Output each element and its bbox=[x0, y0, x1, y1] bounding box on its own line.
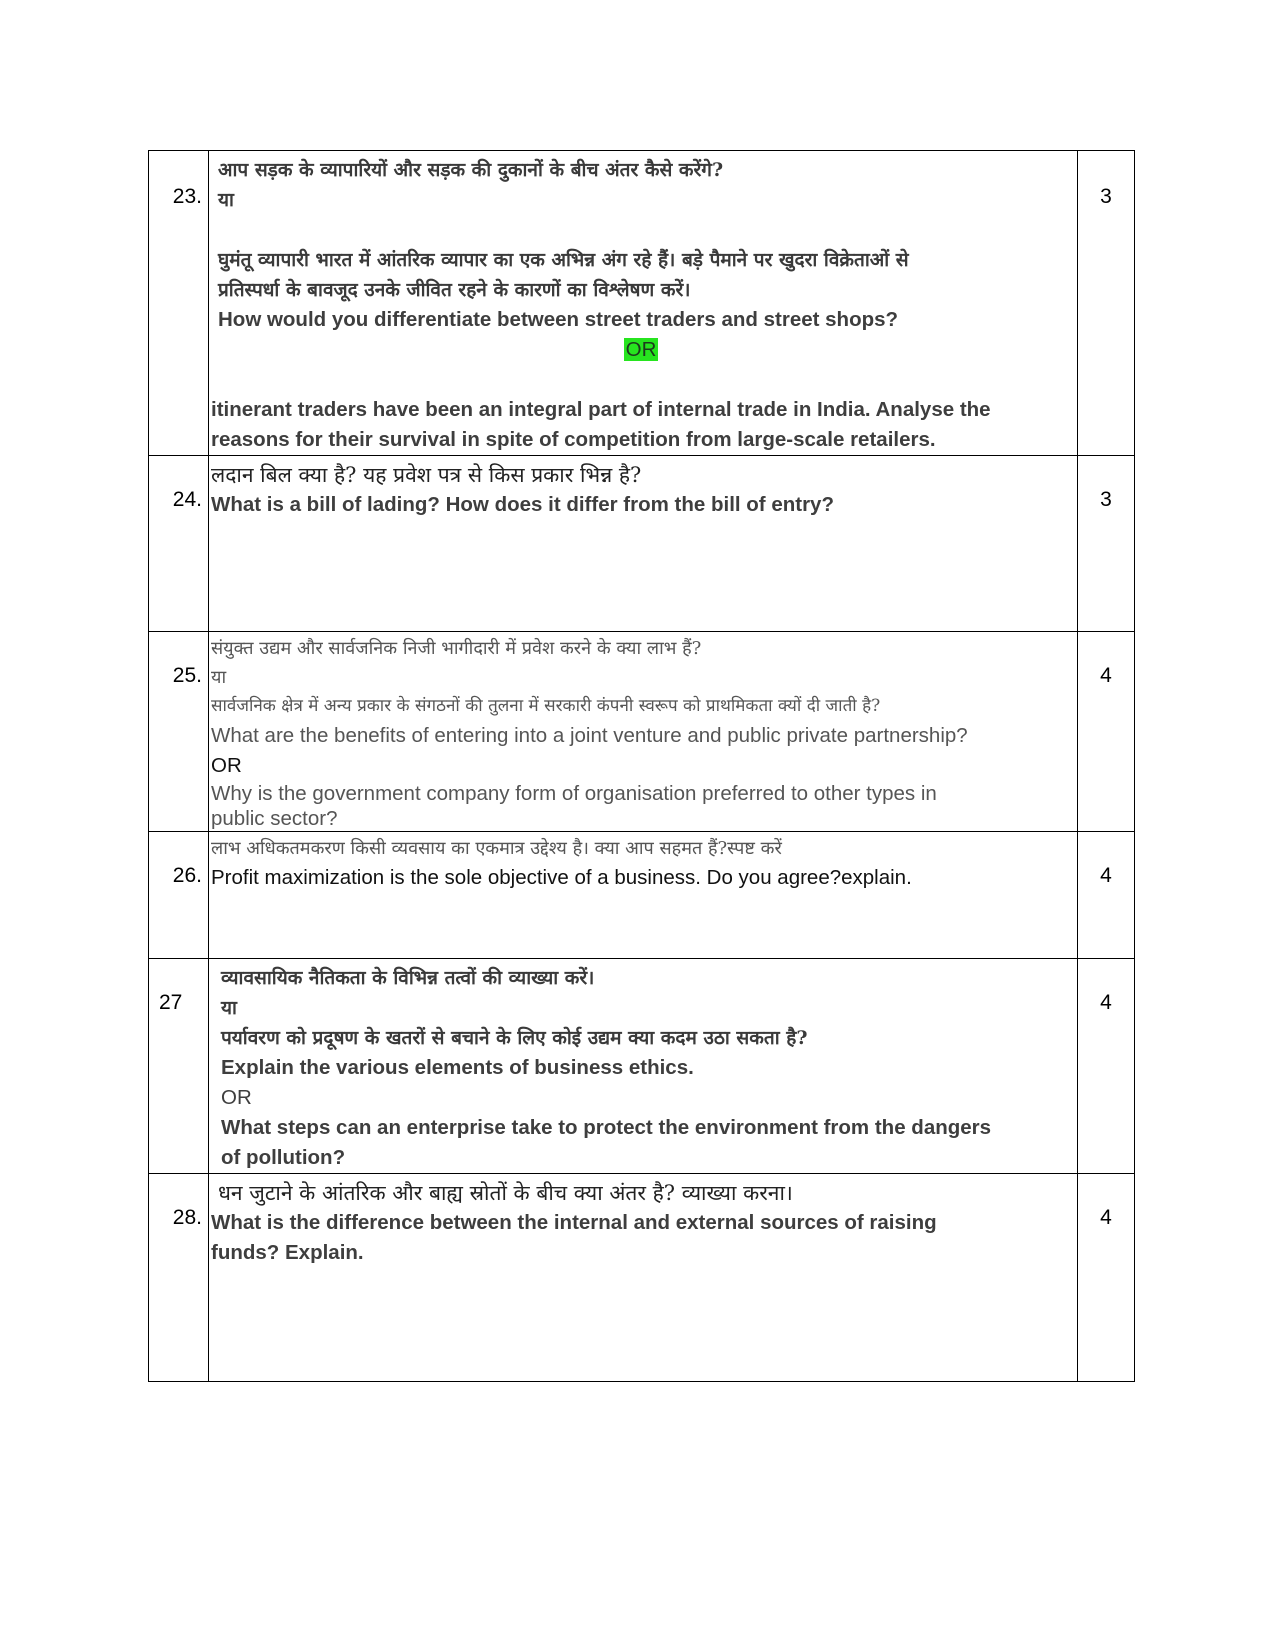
question-number: 27 bbox=[149, 959, 209, 1174]
question-number: 26. bbox=[149, 832, 209, 959]
english-question: What are the benefits of entering into a joint venture and public private partnership? bbox=[211, 724, 968, 747]
hindi-alternative: सार्वजनिक क्षेत्र में अन्य प्रकार के संगठनों की तुलना में सरकारी कंपनी स्वरूप को प्राथमिकता क्यों दी जाती है? bbox=[211, 696, 881, 716]
question-body bbox=[209, 959, 1078, 1174]
hindi-question: संयुक्त उद्यम और सार्वजनिक निजी भागीदारी में प्रवेश करने के क्या लाभ हैं? bbox=[211, 638, 702, 659]
english-question: Profit maximization is the sole objective of a business. Do you agree?explain. bbox=[211, 866, 912, 889]
question-body bbox=[209, 151, 1078, 456]
hindi-or: या bbox=[211, 667, 227, 688]
question-number: 24. bbox=[149, 456, 209, 632]
question-number: 28. bbox=[149, 1174, 209, 1382]
marks: 4 bbox=[1078, 1174, 1135, 1382]
english-question-line-2: funds? Explain. bbox=[211, 1241, 364, 1264]
english-alternative-line-1: Why is the government company form of organisation preferred to other types in bbox=[211, 782, 937, 805]
question-row-26 bbox=[149, 832, 1135, 959]
english-or: OR bbox=[211, 754, 242, 777]
english-question: Explain the various elements of business ethics. bbox=[221, 1056, 694, 1079]
hindi-or: या bbox=[221, 997, 237, 1019]
question-row-25 bbox=[149, 632, 1135, 832]
marks: 4 bbox=[1078, 632, 1135, 832]
marks: 3 bbox=[1078, 456, 1135, 632]
hindi-question: व्यावसायिक नैतिकता के विभिन्न तत्वों की व्याख्या करें। bbox=[221, 967, 595, 989]
english-question: What is a bill of lading? How does it differ from the bill of entry? bbox=[211, 493, 834, 516]
question-number: 25. bbox=[149, 632, 209, 832]
question-number: 23. bbox=[149, 151, 209, 456]
english-alternative-line-2: of pollution? bbox=[221, 1146, 346, 1169]
question-body bbox=[209, 456, 1078, 632]
marks: 4 bbox=[1078, 959, 1135, 1174]
hindi-question: धन जुटाने के आंतरिक और बाह्य स्रोतों के बीच क्या अंतर है? व्याख्या करना। bbox=[218, 1181, 793, 1205]
question-row-23 bbox=[149, 151, 1135, 456]
question-body bbox=[209, 1174, 1078, 1382]
marks: 4 bbox=[1078, 832, 1135, 959]
questions-table bbox=[148, 150, 1135, 1382]
english-question: How would you differentiate between street traders and street shops? bbox=[218, 308, 899, 331]
hindi-question: आप सड़क के व्यापारियों और सड़क की दुकानों के बीच अंतर कैसे करेंगे? bbox=[218, 159, 724, 181]
question-body bbox=[209, 832, 1078, 959]
question-row-27 bbox=[149, 959, 1135, 1174]
english-alternative-line-2: reasons for their survival in spite of competition from large-scale retailers. bbox=[211, 428, 936, 451]
marks: 3 bbox=[1078, 151, 1135, 456]
or-label: OR bbox=[625, 338, 657, 361]
hindi-question: लाभ अधिकतमकरण किसी व्यवसाय का एकमात्र उद्देश्य है। क्या आप सहमत हैं?स्पष्ट करें bbox=[211, 838, 782, 859]
english-question-line-1: What is the difference between the internal and external sources of raising bbox=[211, 1211, 937, 1234]
english-alternative-line-1: What steps can an enterprise take to protect the environment from the dangers bbox=[221, 1116, 992, 1139]
english-alternative-line-1: itinerant traders have been an integral part of internal trade in India. Analyse the bbox=[211, 398, 991, 421]
question-row-24 bbox=[149, 456, 1135, 632]
hindi-alternative-line-1: घुमंतू व्यापारी भारत में आंतरिक व्यापार का एक अभिन्न अंग रहे हैं। बड़े पैमाने पर खुदरा विक्रेताओं से bbox=[218, 249, 909, 271]
hindi-alternative: पर्यावरण को प्रदूषण के खतरों से बचाने के लिए कोई उद्यम क्या कदम उठा सकता है? bbox=[221, 1027, 808, 1049]
english-or: OR bbox=[221, 1086, 252, 1109]
english-alternative-line-2: public sector? bbox=[211, 807, 338, 830]
hindi-alternative-line-2: प्रतिस्पर्धा के बावजूद उनके जीवित रहने के कारणों का विश्लेषण करें। bbox=[218, 279, 691, 301]
hindi-or: या bbox=[218, 189, 234, 211]
question-body bbox=[209, 632, 1078, 832]
question-row-28 bbox=[149, 1174, 1135, 1382]
hindi-question: लदान बिल क्या है? यह प्रवेश पत्र से किस प्रकार भिन्न है? bbox=[211, 463, 642, 487]
